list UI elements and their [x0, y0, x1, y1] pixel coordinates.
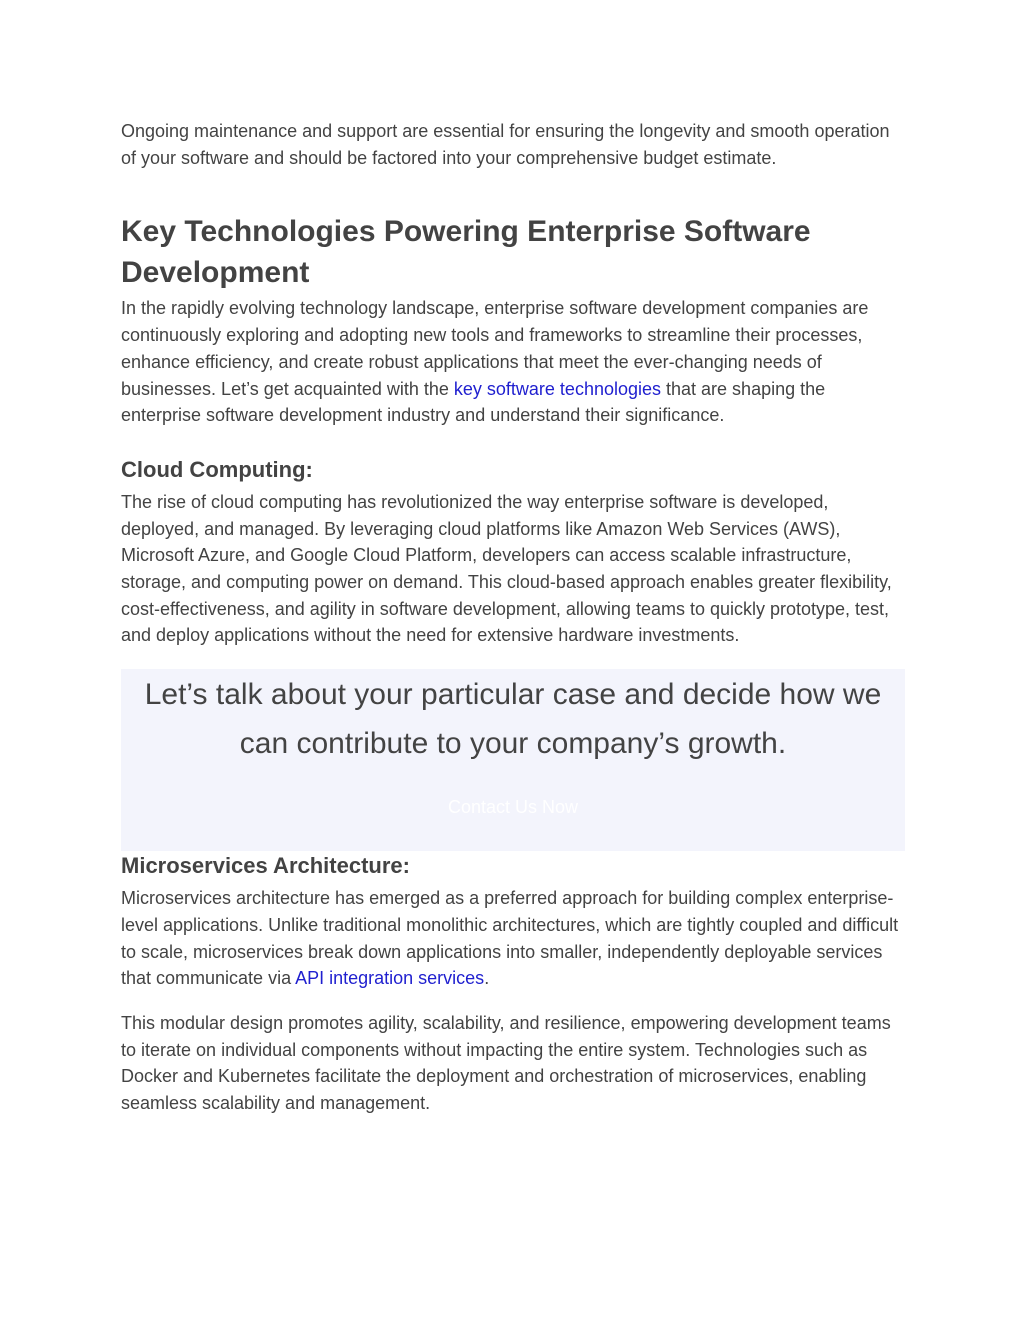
contact-us-button[interactable]: Contact Us Now	[447, 797, 579, 818]
section-heading-key-technologies: Key Technologies Powering Enterprise Software Development	[121, 215, 811, 290]
paragraph-text: that are shaping the enterprise software development industry and understand their significance.	[121, 378, 826, 426]
paragraph-text: In the rapidly evolving technology landscape, enterprise software development companies are continuously exploring and adopting new tools and frameworks to streamline their processes, enhance efficiency, and create robust applications that meet the ever-changing needs of businesses. Let’s get acquainted with the	[121, 298, 869, 399]
paragraph-text: .	[484, 968, 490, 989]
cloud-computing-paragraph: The rise of cloud computing has revolutionized the way enterprise software is developed, deployed, and managed. By leveraging cloud platforms like Amazon Web Services (AWS), Microsoft Azure, and Google Cloud Platform, developers can access scalable infrastructure, storage, and computing power on demand. This cloud-based approach enables greater flexibility, cost-effectiveness, and agility in software development, allowing teams to quickly prototype, test, and deploy applications without the need for extensive hardware investments.	[121, 491, 892, 646]
key-technologies-paragraph	[121, 295, 907, 429]
microservices-paragraph-1	[121, 885, 907, 992]
key-software-technologies-link[interactable]: key software technologies	[453, 378, 662, 399]
key-technologies-section	[121, 211, 907, 429]
section-heading-cloud-computing: Cloud Computing:	[121, 456, 313, 482]
cta-banner	[121, 669, 905, 851]
paragraph-text: Microservices architecture has emerged as a preferred approach for building complex enterprise-level applications. Unlike traditional monolithic architectures, which are tightly coupled and difficult to scale, microservices break down applications into smaller, independently deployable services that communicate via	[121, 888, 899, 989]
article-body	[121, 118, 907, 1117]
intro-paragraph: Ongoing maintenance and support are essential for ensuring the longevity and smooth operation of your software and should be factored into your comprehensive budget estimate.	[121, 121, 890, 168]
cta-text: Let’s talk about your particular case and decide how we can contribute to your company’s growth.	[144, 678, 882, 761]
api-integration-services-link[interactable]: API integration services	[295, 968, 485, 989]
section-heading-microservices: Microservices Architecture:	[121, 853, 410, 879]
microservices-paragraph-2: This modular design promotes agility, scalability, and resilience, empowering development teams to iterate on individual components without impacting the entire system. Technologies such as Docker and Kubernetes facilitate the deployment and orchestration of microservices, enabling seamless scalability and management.	[121, 1012, 891, 1114]
